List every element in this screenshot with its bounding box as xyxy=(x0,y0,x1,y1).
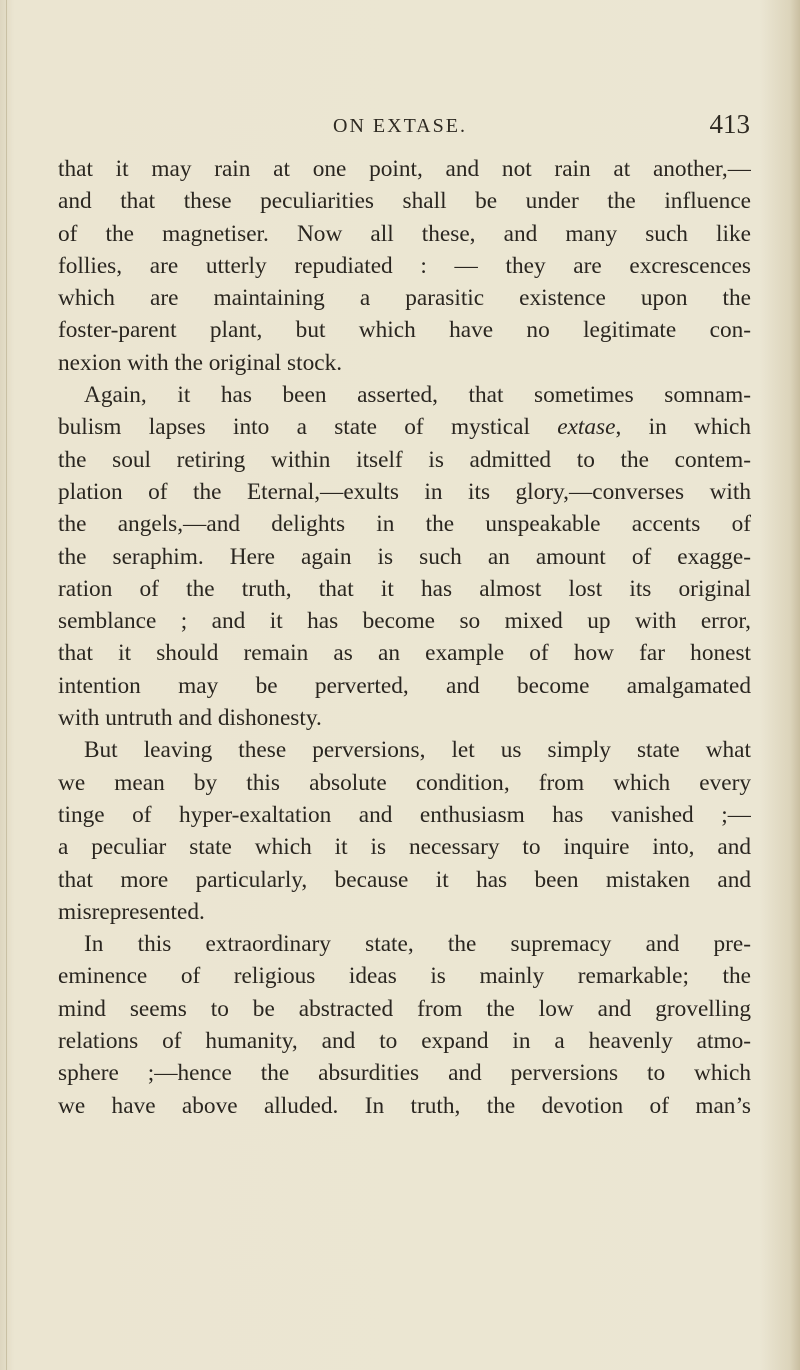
body-text xyxy=(58,153,751,1122)
text-line: eminence of religious ideas is mainly remarkable; the xyxy=(58,963,751,990)
text-line: which are maintaining a parasitic existence upon the xyxy=(58,285,751,312)
page-header xyxy=(0,107,800,147)
text-line: nexion with the original stock. xyxy=(58,349,343,376)
running-head: ON EXTASE. xyxy=(333,115,467,137)
text-line: we have above alluded. In truth, the devotion of man’s xyxy=(58,1092,751,1119)
text-line: that more particularly, because it has been mistaken and xyxy=(58,866,751,893)
text-line: ration of the truth, that it has almost lost its original xyxy=(58,575,751,602)
italic-term: extase xyxy=(557,414,616,441)
gutter-shadow xyxy=(6,0,7,1370)
text-line: a peculiar state which it is necessary to inquire into, and xyxy=(58,834,751,861)
text-line: that it should remain as an example of how far honest xyxy=(58,640,751,667)
text-line: sphere ;—hence the absurdities and perversions to which xyxy=(58,1060,751,1087)
text-line: plation of the Eternal,—exults in its glory,—converses with xyxy=(58,478,751,505)
text-line-mixed xyxy=(58,411,751,443)
text-line: intention may be perverted, and become amalgamated xyxy=(58,672,751,699)
text-line: that it may rain at one point, and not rain at another,— xyxy=(58,156,751,182)
text-line: In this extraordinary state, the supremacy and pre- xyxy=(84,931,751,958)
text-line: But leaving these perversions, let us simply state what xyxy=(84,737,751,764)
text-span: bulism lapses into a state of mystical xyxy=(58,414,558,441)
text-line: of the magnetiser. Now all these, and many such like xyxy=(58,220,751,247)
text-line: misrepresented. xyxy=(58,898,205,925)
text-line: relations of humanity, and to expand in a heavenly atmo- xyxy=(58,1028,751,1055)
text-line: semblance ; and it has become so mixed up with error, xyxy=(58,608,751,635)
text-line: the soul retiring within itself is admitted to the contem- xyxy=(58,446,751,473)
text-line: foster-parent plant, but which have no legitimate con- xyxy=(58,317,751,344)
text-line: mind seems to be abstracted from the low and grovelling xyxy=(58,995,751,1022)
text-line: the seraphim. Here again is such an amount of exagge- xyxy=(58,543,751,570)
text-line: with untruth and dishonesty. xyxy=(58,705,322,732)
text-line: follies, are utterly repudiated : — they are excrescences xyxy=(58,252,751,279)
text-line: we mean by this absolute condition, from which every xyxy=(58,769,751,796)
text-line: and that these peculiarities shall be under the influence xyxy=(58,188,751,215)
page-number: 413 xyxy=(709,109,750,139)
text-span: , in which xyxy=(615,414,751,441)
text-line: Again, it has been asserted, that sometimes somnam- xyxy=(84,382,751,409)
text-line: tinge of hyper-exaltation and enthusiasm has vanished ;— xyxy=(58,801,751,828)
text-line: the angels,—and delights in the unspeakable accents of xyxy=(58,511,751,538)
